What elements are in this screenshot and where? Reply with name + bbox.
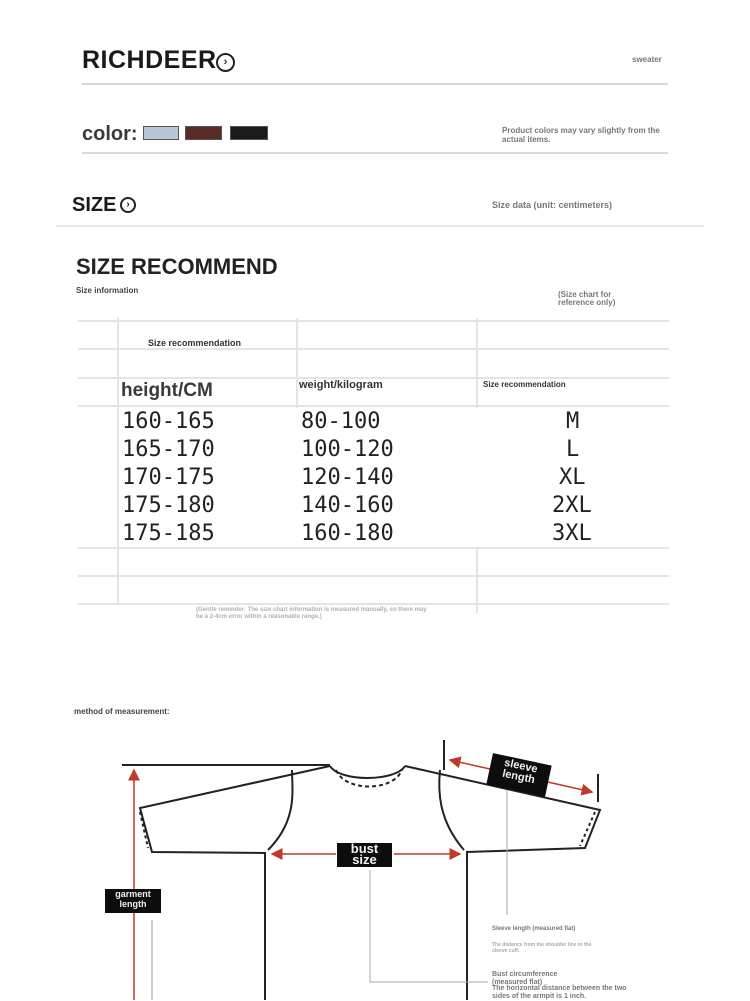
color-swatch-light-blue[interactable] [143,126,179,140]
table-cell-size: 2XL [552,493,592,518]
size-info-label: Size information [76,286,139,295]
color-label: color: [82,123,138,145]
divider [82,83,668,85]
chevron-right-circle-icon: › [216,53,235,72]
table-cell-size: M [566,409,580,434]
table-cell-height: 160-165 [122,409,215,434]
category-label: sweater [632,55,662,64]
bust-circumference-description: The horizontal distance between the two sides of the armpit is 1 inch. [492,985,627,1000]
unit-note: Size data (unit: centimeters) [492,200,613,210]
color-swatch-black[interactable] [230,126,268,140]
sleeve-length-title: Sleeve length (measured flat) [492,926,576,932]
table-cell-height: 165-170 [122,437,215,462]
table-cell-height: 175-180 [122,493,215,518]
table-cell-weight: 120-140 [301,465,394,490]
table-caption: Size recommendation [148,338,242,348]
bust-size-label: bust size [337,843,392,867]
table-cell-size: XL [559,465,586,490]
table-cell-weight: 160-180 [301,521,394,546]
column-header-height: height/CM [121,380,213,401]
table-cell-size: 3XL [552,521,592,546]
table-cell-weight: 100-120 [301,437,394,462]
table-cell-size: L [566,437,580,462]
column-header-size: Size recommendation [483,380,566,389]
color-swatch-burgundy[interactable] [185,126,222,140]
color-disclaimer: Product colors may vary slightly from the actual items. [502,126,660,144]
bust-circumference-title: Bust circumference (measured flat) [492,971,558,986]
size-title: SIZE [72,194,117,216]
sleeve-length-label: sleeve length [486,753,551,797]
chevron-right-circle-icon: › [120,197,136,213]
sleeve-length-description: The distance from the shoulder line to the sleeve cuff. [492,942,592,954]
table-cell-height: 170-175 [122,465,215,490]
size-recommend-title: SIZE RECOMMEND [76,254,278,279]
brand-name: RICHDEER [82,46,217,74]
divider [56,225,704,227]
table-cell-weight: 140-160 [301,493,394,518]
chart-reference-note: (Size chart for reference only) [558,290,616,307]
table-cell-weight: 80-100 [301,409,381,434]
measurement-reminder: (Gentle reminder: The size chart information is measured manually, so there may be a 2-4cm error within a reasonable range.) [196,607,427,620]
table-cell-height: 175-185 [122,521,215,546]
garment-length-label: garment length [105,889,161,913]
column-header-weight: weight/kilogram [299,379,383,391]
measurement-title: method of measurement: [74,707,170,716]
divider [82,152,668,154]
